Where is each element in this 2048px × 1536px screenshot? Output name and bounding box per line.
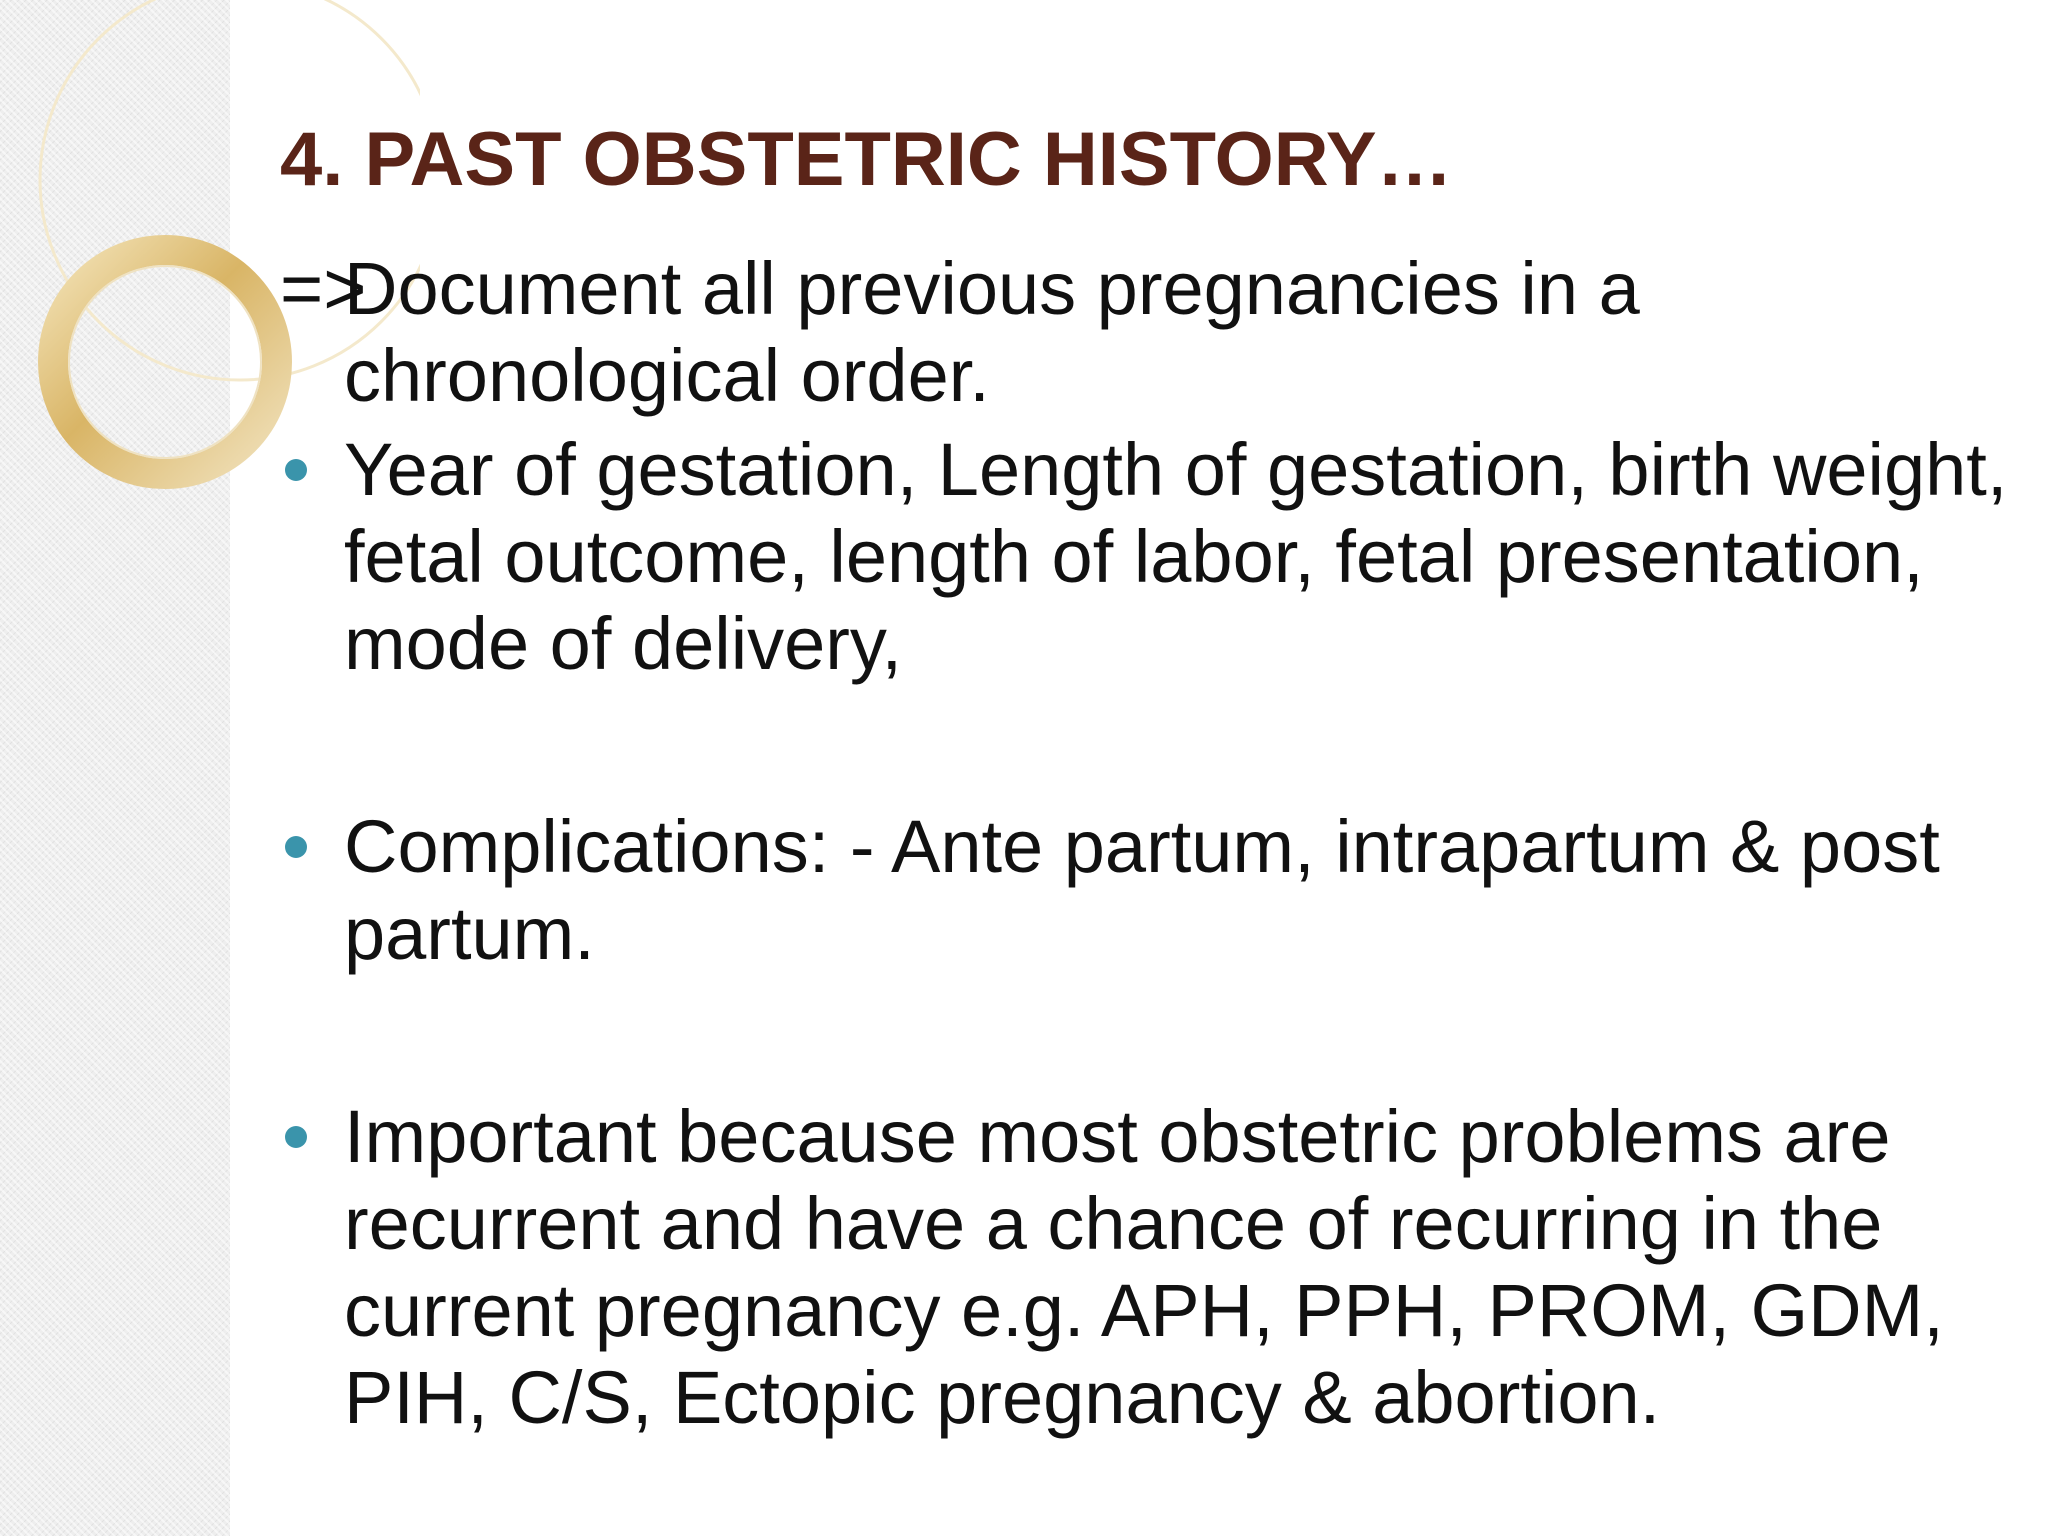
intro-paragraph [280, 245, 2040, 419]
gold-ring-inner-line [69, 266, 261, 458]
bullet-text: Important because most obstetric problems are recurrent and have a chance of recurring in the current pregnancy e.g. APH, PPH, PROM, GDM, PIH, C/S, Ectopic pregnancy & abortion. [344, 1095, 1944, 1439]
gold-ring [53, 250, 277, 474]
arrow-marker: => [280, 247, 367, 330]
slide-title: 4. PAST OBSTETRIC HISTORY… [280, 117, 1453, 202]
bullet-text: Complications: - Ante partum, intrapartum & post partum. [344, 805, 1940, 975]
bullet-text: Year of gestation, Length of gestation, birth weight, fetal outcome, length of labor, fetal presentation, mode of delivery, [344, 428, 2008, 685]
bullet-dot-icon [285, 1126, 307, 1148]
bullet-item-importance [280, 1093, 2040, 1441]
bullet-item-complications [280, 803, 2040, 977]
bullet-dot-icon [285, 459, 307, 481]
intro-text: Document all previous pregnancies in a chronological order. [344, 247, 1640, 417]
bullet-dot-icon [285, 836, 307, 858]
bullet-item-details [280, 426, 2040, 687]
slide-body [280, 245, 2040, 1441]
